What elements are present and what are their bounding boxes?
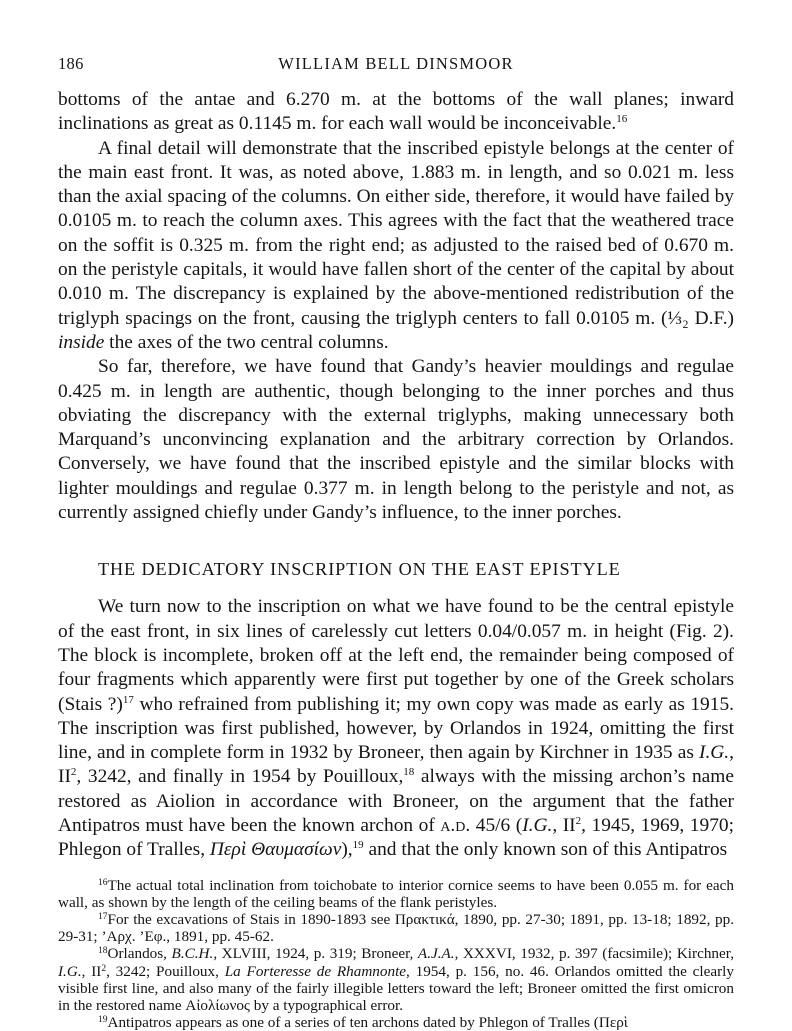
fn18-text-g: by a typographical error. [249, 997, 404, 1015]
footnote-17 [58, 911, 734, 945]
body-text [58, 88, 734, 863]
footnotes [58, 877, 734, 1031]
fn18-aja: A.J.A. [417, 945, 455, 963]
footnote-ref-18[interactable]: 18 [403, 766, 415, 779]
running-header [58, 48, 734, 78]
p4-text-j: and that the only known son of this Antipatros [363, 839, 728, 861]
fn18-text-c: , XXXVI, 1932, p. 397 (facsimile); Kirchner, [454, 945, 734, 963]
fn17-greek-1: Πρακτικά [394, 911, 455, 929]
p4-text-c: , II [58, 742, 734, 788]
paragraph-2-text-b: D.F.) [688, 307, 734, 329]
fn18-greek: Αἰολίωνος [185, 997, 250, 1015]
fn18-bch: B.C.H. [171, 945, 214, 963]
fn18-text-b: , XLVIII, 1924, p. 319; Broneer, [213, 945, 418, 963]
p4-text-h: , 1945, 1969, 1970; Phlegon of Tralles, [58, 815, 734, 861]
p4-sup-2b: 2 [575, 815, 582, 828]
footnote-19 [58, 1014, 734, 1031]
fn18-ig: I.G. [58, 962, 82, 980]
fn18-sup-2: 2 [101, 963, 107, 974]
footnote-19-number: 19 [98, 1015, 108, 1026]
footnote-ref-16[interactable]: 16 [616, 113, 628, 126]
p4-text-g: , II [552, 815, 576, 837]
paragraph-4 [58, 595, 734, 862]
running-title: WILLIAM BELL DINSMOOR [278, 54, 514, 73]
paragraph-1 [58, 88, 734, 137]
paragraph-2-text-c: the axes of the two central columns. [104, 331, 389, 353]
fn18-text-e: , 3242; Pouilloux, [106, 962, 225, 980]
p4-text-d: , 3242, and finally in 1954 by Pouilloux, [76, 766, 404, 788]
footnote-18-number: 18 [98, 946, 108, 957]
fn17-text-b: , 1890, pp. 27-30; 1891, pp. 13-18; 1892, pp. 29-31; [58, 911, 734, 946]
paragraph-1-text: bottoms of the antae and 6.270 m. at the bottoms of the wall planes; inward inclinations as great as 0.1145 m. for each wall would be inconceivable. [58, 89, 734, 135]
p4-ad: a.d. [440, 815, 471, 837]
fn19-greek: Περὶ [598, 1014, 628, 1031]
footnote-16 [58, 877, 734, 911]
p4-greek-title: Περὶ Θαυμασίων [209, 839, 342, 861]
footnote-ref-19[interactable]: 19 [352, 839, 364, 852]
fn17-greek-2: ’Αρχ. ’Εφ. [101, 928, 167, 946]
paragraph-2-text-a: A final detail will demonstrate that the inscribed epistyle belongs at the center of the main east front. It was, as noted above, 1.883 m. in length, and so 0.021 m. less than the axial spacing of the columns. On either side, therefore, it would have failed by 0.0105 m. to reach the column axes. This agrees with the fact that the weathered trace on the soffit is 0.325 m. from the right end; as adjusted to the raised bed of 0.670 m. on the peristyle capitals, it would have fallen short of the center of the capital by about 0.010 m. The discrepancy is explained by the above-mentioned redistribution of the triglyph spacings on the front, causing the triglyph centers to fall 0.0105 m. ( [58, 137, 734, 329]
page [58, 48, 734, 1031]
footnote-16-text: The actual total inclination from toichobate to interior cornice seems to have been 0.055 m. for each wall, as shown by the length of the ceiling beams of the flank peristyles. [58, 876, 734, 911]
footnote-ref-17[interactable]: 17 [122, 693, 134, 706]
p4-text-f: 45/6 ( [470, 815, 523, 837]
fn17-text-a: For the excavations of Stais in 1890-1893 see [107, 911, 395, 929]
fn18-text-a: Orlandos, [107, 945, 172, 963]
p4-ig-1: I.G. [698, 742, 730, 764]
footnote-17-number: 17 [98, 912, 108, 923]
footnote-16-number: 16 [98, 877, 108, 888]
fn18-book-title: La Forteresse de Rhamnonte [224, 962, 407, 980]
p4-text-a: We turn now to the inscription on what we have found to be the central epistyle of the east front, in six lines of carelessly cut letters 0.04/0.057 m. in height (Fig. 2). The block is incomplete, broken off at the left end, the remainder being composed of four fragments which apparently were first put together by one of the Greek scholars (Stais ?) [58, 596, 734, 715]
section-heading: THE DEDICATORY INSCRIPTION ON THE EAST EPISTYLE [98, 559, 621, 580]
italic-inside: inside [58, 331, 105, 353]
fn18-text-f: , 1954, p. 156, no. 46. Orlandos omitted the clearly visible first line, and also many of the fairly illegible letters toward the left; Broneer omitted the first omicron in the restored name [58, 962, 734, 1015]
p4-text-e: always with the missing archon’s name restored as Aiolion in accordance with Broneer, on the argument that the father Antipatros must have been the known archon of [58, 766, 734, 837]
p4-sup-2a: 2 [70, 766, 77, 779]
p4-text-i: ), [341, 839, 353, 861]
footnote-18 [58, 945, 734, 1014]
paragraph-2 [58, 137, 734, 356]
p4-ig-2: I.G. [522, 815, 553, 837]
page-number: 186 [58, 54, 84, 73]
paragraph-3: So far, therefore, we have found that Gandy’s heavier mouldings and regulae 0.425 m. in length are authentic, though belonging to the inner porches and thus obviating the discrepancy with the external triglyphs, making unnecessary both Marquand’s unconvincing explanation and the arbitrary correction by Orlandos. Conversely, we have found that the inscribed epistyle and the similar blocks with lighter mouldings and regulae 0.377 m. in length belong to the peristyle and not, as currently assigned chiefly under Gandy’s influence, to the inner porches. [58, 356, 734, 524]
p4-text-b: who refrained from publishing it; my own copy was made as early as 1915. The inscription was first published, however, by Orlandos in 1924, omitting the first line, and in complete form in 1932 by Broneer, then again by Kirchner in 1935 as [58, 693, 734, 764]
fraction-1-32: ⅓₂ [667, 307, 689, 329]
fn19-text-a: Antipatros appears as one of a series of ten archons dated by Phlegon of Tralles ( [107, 1014, 599, 1031]
fn18-text-d: , II [81, 962, 102, 980]
fn17-text-c: , 1891, pp. 45-62. [166, 928, 274, 946]
